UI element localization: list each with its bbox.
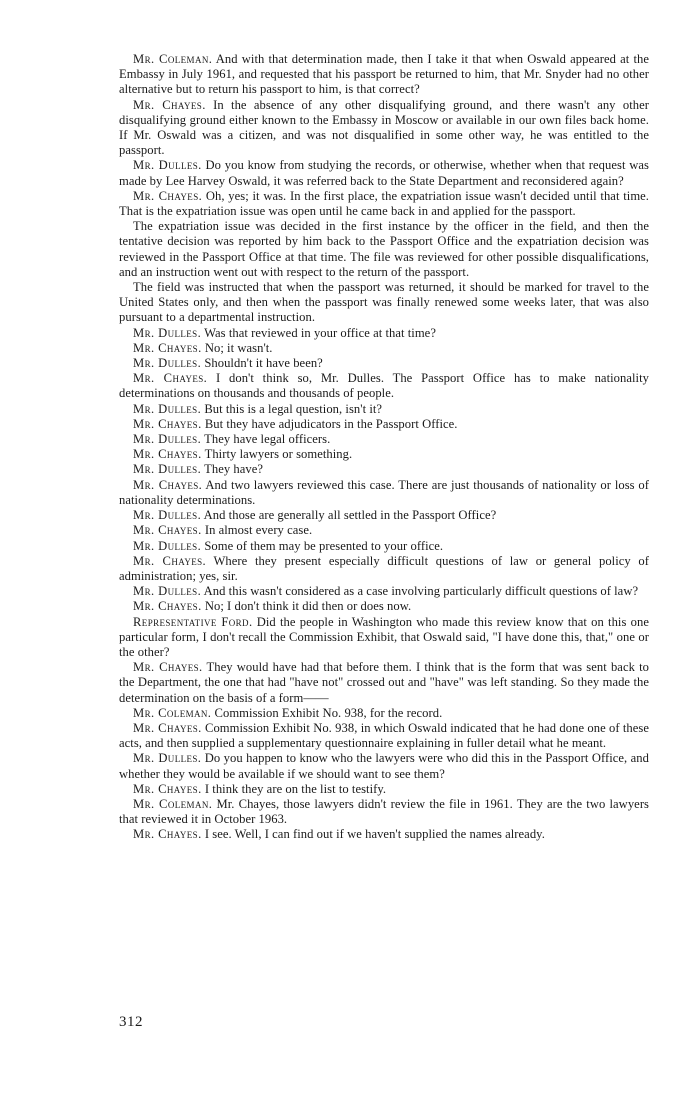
paragraph-text: And two lawyers reviewed this case. There are just thousands of nationality or loss of nationality determinations. [119,477,649,507]
speaker-label: Mr. Dulles. [133,401,202,416]
paragraph [119,371,649,401]
speaker-label: Mr. Chayes. [133,97,206,112]
paragraph-text: The expatriation issue was decided in the first instance by the officer in the field, and then the tentative decision was reported by him back to the Passport Office and the expatriation decision was reviewed in the Passport Office at that time. The file was reviewed for other possible disqualifications, and an instruction went out with respect to the return of the passport. [119,219,649,279]
paragraph [119,462,649,477]
paragraph-text: Shouldn't it have been? [201,356,323,371]
paragraph-text: I see. Well, I can find out if we haven't supplied the names already. [201,827,545,842]
speaker-label: Mr. Dulles. [133,508,202,523]
speaker-label: Mr. Coleman. [133,52,213,66]
paragraph-text: But they have adjudicators in the Passport Office. [201,416,458,431]
paragraph-text: Some of them may be presented to your office. [201,538,444,553]
paragraph [119,52,649,98]
paragraph-text: Do you know from studying the records, or otherwise, whether when that request was made by Lee Harvey Oswald, it was referred back to the State Department and reconsidered again? [119,158,649,188]
paragraph-text: I think they are on the list to testify. [201,781,387,796]
paragraph [119,98,649,159]
paragraph [119,584,649,599]
speaker-label: Mr. Coleman. [133,796,213,811]
paragraph [119,158,649,188]
paragraph [119,432,649,447]
paragraph [119,721,649,751]
paragraph-text: Oh, yes; it was. In the first place, the expatriation issue wasn't decided until that time. That is the expatriation issue was open until he came back in and applied for the passport. [119,188,649,219]
speaker-label: Mr. Chayes. [133,523,202,538]
speaker-label: Mr. Chayes. [133,720,202,735]
speaker-label: Mr. Chayes. [133,477,203,492]
paragraph [119,599,649,614]
paragraph-text: Mr. Chayes, those lawyers didn't review the file in 1961. They are the two lawyers that reviewed it in October 1963. [119,796,650,827]
speaker-label: Representative Ford. [133,614,253,629]
paragraph [119,615,649,661]
page-number: 312 [119,1014,143,1030]
speaker-label: Mr. Dulles. [133,325,202,340]
speaker-label: Mr. Dulles. [133,584,202,599]
paragraph-text: No; I don't think it did then or does now. [201,599,412,614]
paragraph [119,189,649,219]
paragraph-text: And those are generally all settled in the Passport Office? [201,508,497,523]
paragraph [119,554,649,584]
paragraph-text: They have? [201,462,263,477]
paragraph [119,447,649,462]
paragraph-text: But this is a legal question, isn't it? [201,401,383,416]
speaker-label: Mr. Chayes. [133,447,202,462]
paragraph [119,523,649,538]
paragraph-text: In the absence of any other disqualifying ground, and there wasn't any other disqualifying ground either known to the Embassy in Moscow or available in our own files back home. If Mr. Oswald was a citizen, and was not disqualified in some other way, he was entitled to the passport. [119,97,649,158]
paragraph-text: They would have had that before them. I think that is the form that was sent back to the Department, the one that had "have not" crossed out and "have" was left standing. So they made the determination on the basis of a form—— [119,660,649,705]
paragraph-text: I don't think so, Mr. Dulles. The Passport Office has to make nationality determinations on thousands and thousands of people. [119,371,649,401]
speaker-label: Mr. Chayes. [133,188,203,203]
paragraph [119,417,649,432]
paragraph [119,751,649,781]
paragraph [119,219,649,280]
speaker-label: Mr. Chayes. [133,340,202,355]
speaker-label: Mr. Chayes. [133,553,207,568]
paragraph [119,356,649,371]
paragraph [119,402,649,417]
speaker-label: Mr. Chayes. [133,660,203,675]
paragraph [119,827,649,842]
paragraph-text: Thirty lawyers or something. [201,447,353,462]
paragraph-text: Where they present especially difficult questions of law or general policy of administration; yes, sir. [119,553,650,583]
paragraph-text: They have legal officers. [201,432,331,447]
speaker-label: Mr. Dulles. [133,356,202,371]
speaker-label: Mr. Chayes. [133,781,202,796]
speaker-label: Mr. Chayes. [133,371,208,386]
paragraph-text: Was that reviewed in your office at that time? [201,325,436,340]
paragraph-text: Commission Exhibit No. 938, for the record. [211,705,443,720]
paragraph-text: Did the people in Washington who made this review know that on this one particular form, I don't recall the Commission Exhibit, that Oswald said, "I have done this, that," one or the other? [119,614,649,659]
speaker-label: Mr. Chayes. [133,416,202,431]
paragraph [119,797,649,827]
speaker-label: Mr. Dulles. [133,538,202,553]
speaker-label: Mr. Dulles. [133,751,202,766]
paragraph [119,782,649,797]
paragraph [119,280,649,326]
speaker-label: Mr. Dulles. [133,158,202,173]
paragraph [119,539,649,554]
paragraph [119,341,649,356]
paragraph-text: And this wasn't considered as a case involving particularly difficult questions of law? [201,584,639,599]
paragraph [119,326,649,341]
paragraph-text: The field was instructed that when the passport was returned, it should be marked for travel to the United States only, and then when the passport was finally renewed some weeks later, that was also pursuant to a departmental instruction. [119,280,649,325]
testimony-text [119,52,649,843]
paragraph-text: No; it wasn't. [201,340,273,355]
speaker-label: Mr. Chayes. [133,599,202,614]
speaker-label: Mr. Dulles. [133,462,202,477]
paragraph-text: In almost every case. [201,523,313,538]
paragraph-text: Do you happen to know who the lawyers were who did this in the Passport Office, and whether they would be available if we should want to see them? [119,751,649,781]
speaker-label: Mr. Chayes. [133,827,202,842]
paragraph [119,478,649,508]
paragraph [119,508,649,523]
speaker-label: Mr. Coleman. [133,705,212,720]
paragraph [119,660,649,706]
paragraph-text: And with that determination made, then I take it that when Oswald appeared at the Embassy in July 1961, and requested that his passport be returned to him, that Mr. Snyder had no other alternative but to return his passport to him, is that correct? [119,52,649,97]
speaker-label: Mr. Dulles. [133,432,202,447]
paragraph [119,706,649,721]
paragraph-text: Commission Exhibit No. 938, in which Oswald indicated that he had done one of these acts, and then supplied a supplementary questionnaire explaining in fuller detail what he meant. [119,720,649,751]
